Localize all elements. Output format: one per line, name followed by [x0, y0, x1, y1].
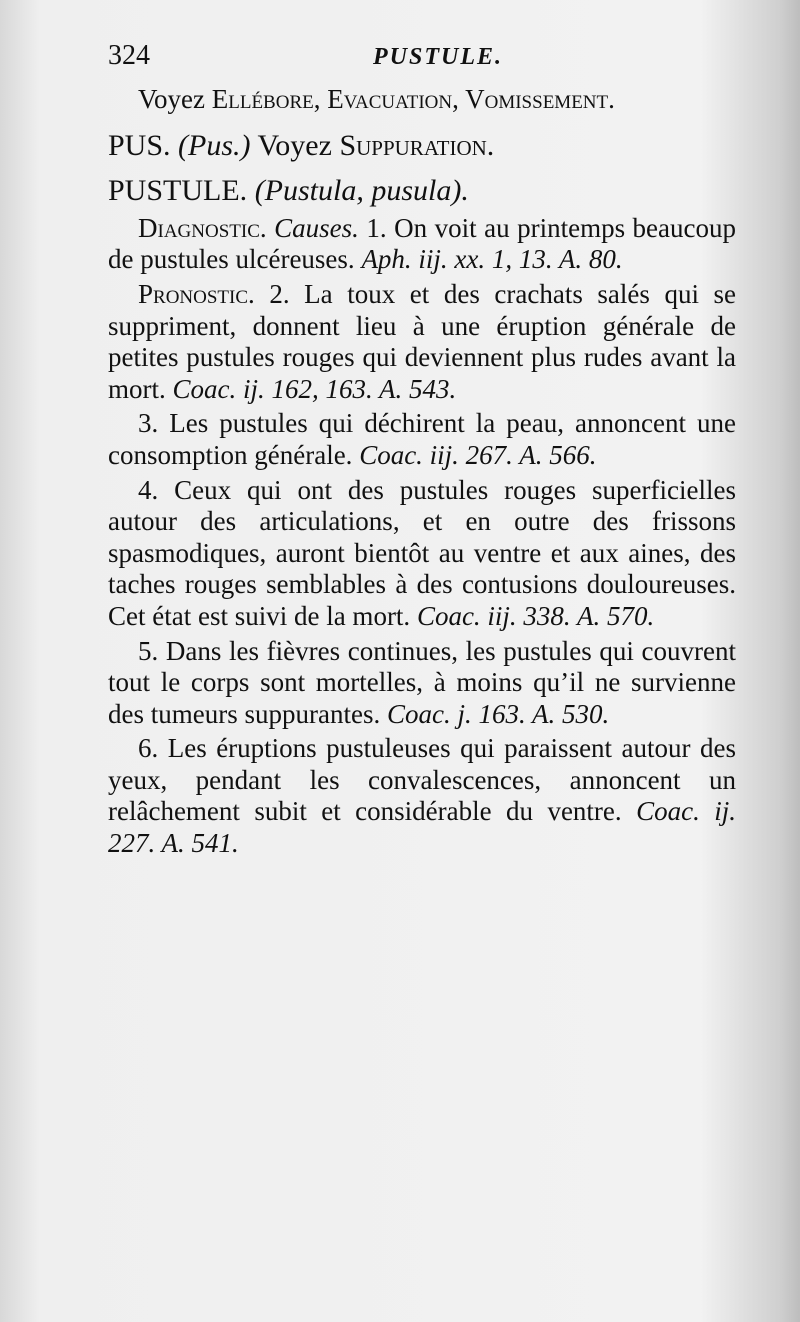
- causes-label: Causes.: [274, 212, 359, 243]
- pronostic-label: Pronostic.: [138, 278, 255, 309]
- diagnostic-paragraph: [108, 213, 736, 276]
- entry-pus: [108, 130, 736, 162]
- voyez-label: Voyez: [138, 84, 205, 114]
- item-ref: Coac. j. 163. A. 530.: [386, 698, 610, 729]
- item-text: 3. Les pustules qui déchirent la peau, annoncent une consomption générale.: [108, 408, 736, 470]
- item-paragraph: [108, 636, 736, 731]
- diagnostic-text: 1. On voit au printemps beaucoup de pustules ulcéreuses.: [108, 212, 737, 275]
- crossref-list: Ellébore, Evacuation, Vomissement.: [211, 84, 615, 114]
- entry-pustule-latin: (Pustula, pusula).: [254, 174, 469, 208]
- item-text: 4. Ceux qui ont des pustules rouges superficielles autour des articulations, et en outre des frissons spasmodiques, auront bientôt au ventre et aux aines, des taches rouges semblables à des contusions douloureuses. Cet état est suivi de la mort.: [108, 474, 736, 631]
- crossref-paragraph: [108, 84, 736, 116]
- running-title: PUSTULE.: [373, 44, 503, 70]
- entry-pustule-head: PUSTULE.: [108, 174, 248, 208]
- item-paragraph: [108, 408, 736, 471]
- item-text: 6. Les éruptions pustuleuses qui paraissent autour des yeux, pendant les convalescences, annoncent un relâchement subit et considérable du ventre.: [108, 733, 736, 827]
- entry-pus-voyez: Voyez: [257, 128, 332, 162]
- pronostic-ref: Coac. ij. 162, 163. A. 543.: [172, 373, 457, 404]
- entry-pus-target: Suppuration.: [339, 128, 495, 162]
- entry-pustule: [108, 175, 736, 207]
- item-ref: Coac. iij. 267. A. 566.: [359, 439, 597, 470]
- entry-pus-latin: (Pus.): [178, 128, 251, 162]
- page-text: [108, 40, 736, 863]
- pronostic-paragraph: [108, 279, 736, 405]
- pronostic-text: 2. La toux et des crachats salés qui se suppriment, donnent lieu à une éruption générale de petites pustules rouges qui deviennent plus rudes avant la mort.: [108, 278, 737, 404]
- item-paragraph: [108, 733, 736, 859]
- item-ref: Coac. ij. 227. A. 541.: [108, 796, 736, 859]
- item-text: 5. Dans les fièvres continues, les pustules qui couvrent tout le corps sont mortelles, à moins qu’il ne survienne des tumeurs suppurantes.: [108, 635, 736, 729]
- item-paragraph: [108, 475, 736, 633]
- diagnostic-ref: Aph. iij. xx. 1, 13. A. 80.: [361, 244, 623, 275]
- page-number: 324: [108, 40, 150, 71]
- running-head: [108, 40, 736, 84]
- item-ref: Coac. iij. 338. A. 570.: [416, 600, 655, 631]
- entry-pus-head: PUS.: [108, 128, 171, 162]
- diagnostic-label: Diagnostic.: [138, 212, 267, 243]
